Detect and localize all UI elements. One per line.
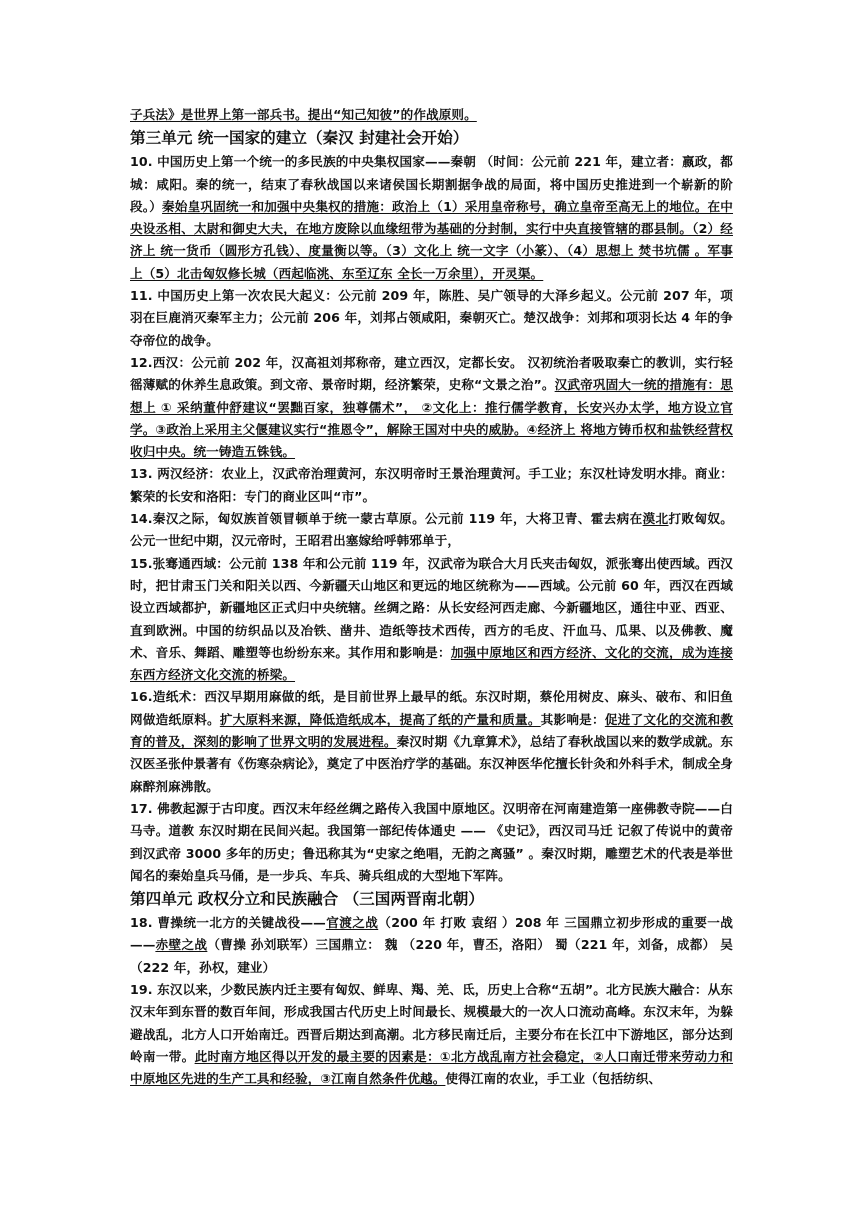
underlined-text: 此时南方地区得以开发的最主要的因素是：①北方战乱南方社会稳定，②人口南迁带来劳动力和中原地区先进的生产工具和经验，③江南自然条件优越。 xyxy=(130,1048,734,1087)
paragraph-12 xyxy=(130,352,733,463)
text: 10. 中国历史上第一个统一的多民族的中央集权国家——秦朝 （时间：公元前 221 年，建立者：嬴政，都城：咸阳。秦的统一，结束了春秋战国以来诸侯国长期割据争战的局面，将中国历史推进到一个崭新的阶段。） xyxy=(130,154,733,214)
text: （200 年 打败 袁绍 ）208 年 三国鼎立初步形成的重要一战—— xyxy=(130,915,733,953)
paragraph-16 xyxy=(130,686,733,797)
paragraph-18 xyxy=(130,912,733,979)
underlined-text: 官渡之战 xyxy=(325,915,379,931)
text: 12.西汉：公元前 202 年，汉高祖刘邦称帝，建立西汉，定都长安。 汉初统治者吸取秦亡的教训，实行轻徭薄赋的休养生息政策。到文帝、景帝时期，经济繁荣，史称“文景之治”。 xyxy=(130,354,733,393)
text: 使得江南的农业，手工业（包括纺织、 xyxy=(445,1071,662,1087)
paragraph-14 xyxy=(130,508,733,553)
paragraph-19 xyxy=(130,979,733,1090)
paragraph-bingfa xyxy=(130,104,733,126)
underlined-text: 扩大原料来源，降低造纸成本，提高了纸的产量和质量。 xyxy=(219,711,541,727)
text: 15.张骞通西域：公元前 138 年和公元前 119 年，汉武帝为联合大月氏夹击匈奴，派张骞出使西域。西汉时，把甘肃玉门关和阳关以西、今新疆天山地区和更远的地区统称为——西域。公元前 60 年，西汉在西域设立西域都护，新疆地区正式归中央统辖。丝绸之路：从长安经河西走廊、今新疆地区，通往中亚、西亚、直到欧洲。中国的纺织品以及冶铁、凿井、造纸等技术西传，西方的毛皮、汗血马、瓜果、以及佛教、魔术、音乐、舞蹈、雕塑等也纷纷东来。 xyxy=(130,555,733,660)
underlined-text: 漠北 xyxy=(642,511,669,527)
text: 14.秦汉之际，匈奴族首领冒顿单于统一蒙古草原。公元前 119 年，大将卫青、霍去病在 xyxy=(130,511,643,527)
text: 18. 曹操统一北方的关键战役—— xyxy=(130,915,326,931)
text: （曹操 孙刘联军）三国鼎立： 魏 （220 年，曹丕，洛阳） 蜀（221 年，刘备，成都） 吴 （222 年，孙权，建业） xyxy=(130,937,734,975)
underlined-text: 加强中原地区和西方经济、文化的交流，成为连接东西方经济文化交流的桥梁。 xyxy=(130,644,734,683)
text: 其影响是： xyxy=(540,711,605,727)
paragraph-13: 13. 两汉经济：农业上，汉武帝治理黄河，东汉明帝时王景治理黄河。手工业；东汉杜诗发明水排。商业：繁荣的长安和洛阳：专门的商业区叫“市”。 xyxy=(130,466,733,504)
underlined-text: 子兵法》是世界上第一部兵书。提出“知己知彼”的作战原则。 xyxy=(130,107,477,122)
paragraph-17: 17. 佛教起源于古印度。西汉末年经丝绸之路传入我国中原地区。汉明帝在河南建造第一座佛教寺院——白马寺。道教 东汉时期在民间兴起。我国第一部纪传体通史 —— 《史记》，西汉司马迁 记叙了传说中的黄帝到汉武帝 3000 多年的历史；鲁迅称其为“史家之绝唱，无韵之离骚” 。秦汉时期，雕塑艺术的代表是举世闻名的秦始皇兵马俑，是一步兵、车兵、骑兵组成的大型地下军阵。 xyxy=(130,800,733,883)
paragraph-10 xyxy=(130,151,733,285)
document-page xyxy=(130,104,733,1090)
underlined-text: 汉武帝巩固大一统的措施有：思想上 ① 采纳董仲舒建议“罢黜百家，独尊儒术”， ②文化上：推行儒学教育，长安兴办太学，地方设立官学。③政治上采用主父偃建议实行“推恩令”，解除王国对中央的威胁。④经济上 将地方铸币权和盐铁经营权收归中央。统一铸造五铢钱。 xyxy=(130,377,733,460)
text: 16.造纸术：西汉早期用麻做的纸，是目前世界上最早的纸。东汉时期，蔡伦用树皮、麻头、破布、和旧鱼网做造纸原料。 xyxy=(130,689,733,727)
text: 19. 东汉以来，少数民族内迁主要有匈奴、鲜卑、羯、羌、氐，历史上合称“五胡”。北方民族大融合：从东汉末年到东晋的数百年间，形成我国古代历史上时间最长、规模最大的一次人口流动高峰。东汉末年，为躲避战乱，北方人口开始南迁。西晋后期达到高潮。北方移民南迁后，主要分布在长江中下游地区，部分达到岭南一带。 xyxy=(130,981,733,1064)
unit-3-heading: 第三单元 统一国家的建立（秦汉 封建社会开始） xyxy=(130,129,469,148)
unit-4-heading: 第四单元 政权分立和民族融合 （三国两晋南北朝） xyxy=(130,890,484,909)
paragraph-15 xyxy=(130,553,733,687)
underlined-text: 赤壁之战 xyxy=(155,937,208,953)
paragraph-11: 11. 中国历史上第一次农民大起义：公元前 209 年，陈胜、吴广领导的大泽乡起义。公元前 207 年，项羽在巨鹿消灭秦军主力；公元前 206 年，刘邦占领咸阳，秦朝灭亡。楚汉战争：刘邦和项羽长达 4 年的争夺帝位的战争。 xyxy=(130,288,733,348)
text: 其作用和影响是： xyxy=(348,644,451,660)
underlined-text: 促进了文化的交流和教育的普及，深刻的影响了世界文明的发展进程。 xyxy=(130,711,734,750)
text: 打败匈奴。公元一世纪中期，汉元帝时，王昭君出塞嫁给呼韩邪单于， xyxy=(130,511,733,549)
text: 秦汉时期《九章算术》，总结了春秋战国以来的数学成就。东汉医圣张仲景著有《伤寒杂病论》，奠定了中医治疗学的基础。东汉神医华佗擅长针灸和外科手术，制成全身麻醉剂麻沸散。 xyxy=(130,734,734,794)
underlined-text: 秦始皇巩固统一和加强中央集权的措施：政治上（1）采用皇帝称号，确立皇帝至高无上的地位。在中央设丞相、太尉和御史大夫，在地方废除以血缘纽带为基础的分封制，实行中央直接管辖的郡县制。（2）经济上 统一货币（圆形方孔钱）、度量衡以等。（3）文化上 统一文字（小篆）、（4）思想上 焚书坑儒 。军事上（5）北击匈奴修长城（西起临洮、东至辽东 全长一万余里），开灵渠。 xyxy=(130,198,734,281)
